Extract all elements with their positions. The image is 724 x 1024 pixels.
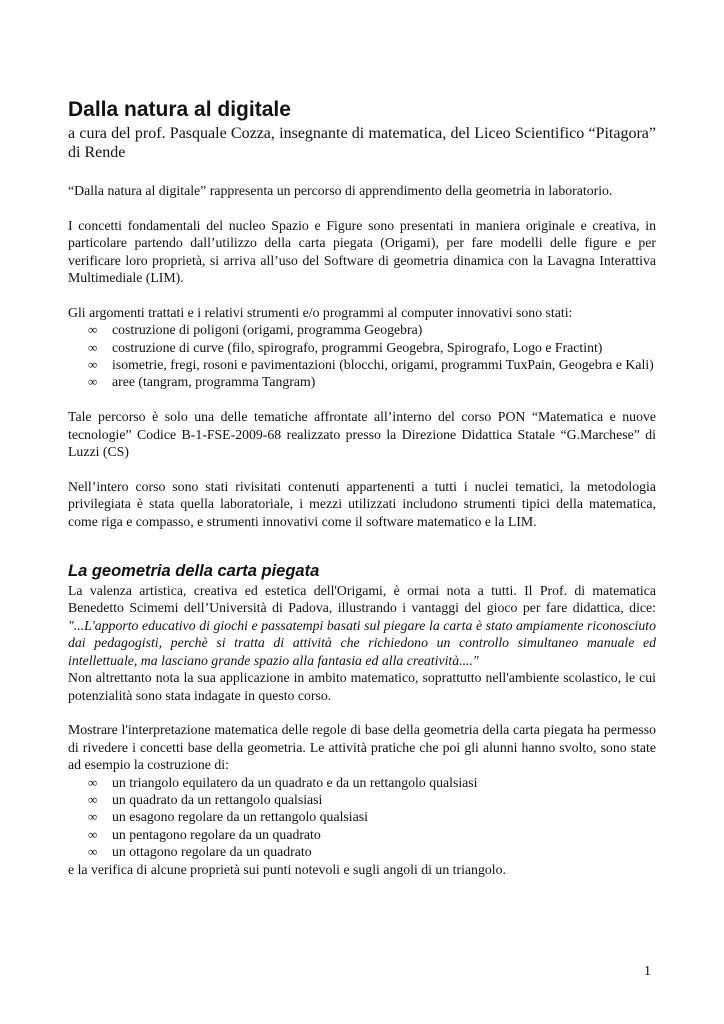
list-item: ∞ costruzione di curve (filo, spirografo, programmi Geogebra, Spirografo, Logo e Fractint) bbox=[88, 339, 603, 355]
infinity-bullet-icon: ∞ bbox=[88, 339, 98, 355]
page-title: Dalla natura al digitale bbox=[68, 98, 291, 121]
author-subtitle: a cura del prof. Pasquale Cozza, insegnante di matematica, del Liceo Scientifico “Pitagora” di Rende bbox=[68, 125, 656, 161]
infinity-bullet-icon: ∞ bbox=[88, 809, 98, 825]
activities-paragraph: Mostrare l'interpretazione matematica delle regole di base della geometria della carta piegata ha permesso di rivedere i concetti base della geometria. Le attività pratiche che poi gli alunni hanno svolto, sono state ad esempio la costruzione di: bbox=[68, 722, 656, 773]
list-item: ∞ aree (tangram, programma Tangram) bbox=[88, 374, 316, 390]
infinity-bullet-icon: ∞ bbox=[88, 844, 98, 860]
list-item: ∞ costruzione di poligoni (origami, programma Geogebra) bbox=[88, 322, 423, 338]
infinity-bullet-icon: ∞ bbox=[88, 357, 98, 373]
list-item: ∞ un ottagono regolare da un quadrato bbox=[88, 844, 312, 860]
methodology-paragraph: Nell’intero corso sono stati rivisitati contenuti appartenenti a tutti i nuclei tematici, la metodologia privilegiata è stata quella laboratoriale, i mezzi utilizzati includono strumenti tipici della matematica, come riga e compasso, e strumenti innovativi come il software matematico e la LIM. bbox=[68, 478, 656, 529]
infinity-bullet-icon: ∞ bbox=[88, 774, 98, 790]
intro-paragraph: “Dalla natura al digitale” rappresenta un percorso di apprendimento della geometria in laboratorio. bbox=[68, 183, 613, 198]
scimemi-quote: "...L'apporto educativo di giochi e passatempi basati sul piegare la carta è stato ampiamente riconosciuto dai pedagogisti, perchè si tratta di attività che richiedono un controllo simultaneo manuale ed intellettuale, ma lasciano grande spazio alla fantasia ed alla creatività...." bbox=[68, 617, 656, 668]
pon-course-paragraph: Tale percorso è solo una delle tematiche affrontate all’interno del corso PON “Matematica e nuove tecnologie” Codice B-1-FSE-2009-68 realizzato presso la Direzione Didattica Statale “G.Marchese” di Luzzi (CS) bbox=[68, 409, 656, 460]
infinity-bullet-icon: ∞ bbox=[88, 791, 98, 807]
infinity-bullet-icon: ∞ bbox=[88, 322, 98, 338]
origami-paragraph: La valenza artistica, creativa ed estetica dell'Origami, è ormai nota a tutti. Il Prof. di matematica Benedetto Scimemi dell’Università di Padova, illustrando i vantaggi del gioco per fare didattica, dice: "...L'apporto educativo di giochi e passatempi basati sul piegare la carta è stato ampiamente riconosciuto dai pedagogisti, perchè si tratta di attività che richiedono un controllo simultaneo manuale ed intellettuale, ma lasciano grande spazio alla fantasia ed alla creatività...." bbox=[68, 583, 656, 668]
topics-paragraph: Gli argomenti trattati e i relativi strumenti e/o programmi al computer innovativi sono stati: bbox=[68, 304, 573, 320]
concepts-paragraph: I concetti fondamentali del nucleo Spazio e Figure sono presentati in maniera originale e creativa, in particolare partendo dall’utilizzo della carta piegata (Origami), per fare modelli delle figure e per verificare loro proprietà, si arriva all’uso del Software di geometria dinamica con la Lavagna Interattiva Multimediale (LIM). bbox=[68, 217, 656, 286]
section-title: La geometria della carta piegata bbox=[68, 562, 320, 581]
list-item: ∞ un quadrato da un rettangolo qualsiasi bbox=[88, 791, 323, 807]
infinity-bullet-icon: ∞ bbox=[88, 826, 98, 842]
list-item: ∞ isometrie, fregi, rosoni e pavimentazioni (blocchi, origami, programmi TuxPain, Geogebra e Kali) bbox=[88, 357, 654, 373]
list-item: ∞ un triangolo equilatero da un quadrato e da un rettangolo qualsiasi bbox=[88, 774, 478, 790]
list-item: ∞ un pentagono regolare da un quadrato bbox=[88, 826, 321, 842]
document-page bbox=[68, 96, 656, 878]
application-paragraph: Non altrettanto nota la sua applicazione in ambito matematico, soprattutto nell'ambiente scolastico, le cui potenzialità sono stata indagate in questo corso. bbox=[68, 670, 656, 703]
infinity-bullet-icon: ∞ bbox=[88, 374, 98, 390]
verification-paragraph: e la verifica di alcune proprietà sui punti notevoli e sugli angoli di un triangolo. bbox=[68, 861, 506, 877]
list-item: ∞ un esagono regolare da un rettangolo qualsiasi bbox=[88, 809, 368, 825]
constructions-list bbox=[68, 774, 656, 861]
page-number: 1 bbox=[644, 964, 651, 979]
topics-list bbox=[68, 321, 656, 391]
